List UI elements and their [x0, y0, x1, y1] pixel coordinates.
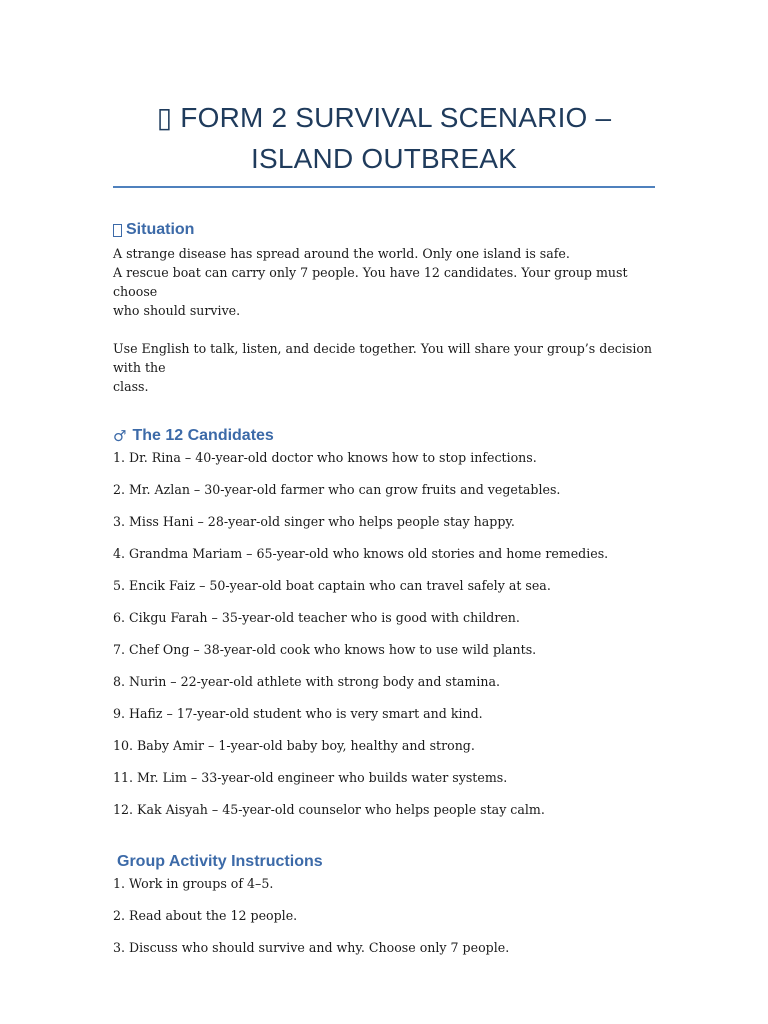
list-item: 4. Grandma Mariam – 65-year-old who knows old stories and home remedies.	[113, 546, 609, 561]
list-item: 8. Nurin – 22-year-old athlete with strong body and stamina.	[113, 674, 501, 689]
activity-list	[113, 874, 655, 970]
situation-line: A rescue boat can carry only 7 people. You have 12 candidates. Your group must choose	[113, 265, 628, 299]
list-item: 5. Encik Faiz – 50-year-old boat captain who can travel safely at sea.	[113, 578, 551, 593]
title-text-1: FORM 2 SURVIVAL SCENARIO –	[180, 102, 612, 133]
candidates-list	[113, 448, 655, 832]
list-item: 3. Discuss who should survive and why. Choose only 7 people.	[113, 940, 510, 955]
situation-text	[113, 244, 655, 396]
list-item: 6. Cikgu Farah – 35-year-old teacher who is good with children.	[113, 610, 520, 625]
list-item: 11. Mr. Lim – 33-year-old engineer who builds water systems.	[113, 770, 508, 785]
situation-line: who should survive.	[113, 303, 241, 318]
list-item: 1. Work in groups of 4–5.	[113, 876, 274, 891]
activity-heading	[113, 852, 655, 872]
list-item: 1. Dr. Rina – 40-year-old doctor who knows how to stop infections.	[113, 450, 537, 465]
missing-glyph-icon	[113, 224, 122, 237]
list-item: 12. Kak Aisyah – 45-year-old counselor who helps people stay calm.	[113, 802, 545, 817]
situation-heading	[113, 220, 655, 240]
list-item: 9. Hafiz – 17-year-old student who is very smart and kind.	[113, 706, 483, 721]
situation-line: A strange disease has spread around the world. Only one island is safe.	[113, 246, 570, 261]
document-page	[113, 0, 655, 970]
list-item: 3. Miss Hani – 28-year-old singer who helps people stay happy.	[113, 514, 515, 529]
list-item: 2. Mr. Azlan – 30-year-old farmer who can grow fruits and vegetables.	[113, 482, 561, 497]
activity-heading-text: Group Activity Instructions	[117, 853, 323, 870]
title-line-2: ISLAND OUTBREAK	[251, 143, 517, 174]
title-line-1	[113, 97, 655, 138]
missing-glyph-icon: ▯	[156, 102, 173, 133]
situation-line: class.	[113, 379, 149, 394]
page-title	[113, 97, 655, 179]
male-symbol-icon: ♂	[113, 427, 127, 445]
list-item: 10. Baby Amir – 1-year-old baby boy, healthy and strong.	[113, 738, 475, 753]
candidates-heading	[113, 426, 655, 446]
list-item: 2. Read about the 12 people.	[113, 908, 298, 923]
title-divider	[113, 186, 655, 188]
list-item: 7. Chef Ong – 38-year-old cook who knows how to use wild plants.	[113, 642, 537, 657]
situation-heading-text: Situation	[126, 221, 195, 238]
candidates-heading-text: The 12 Candidates	[132, 427, 274, 444]
situation-line: Use English to talk, listen, and decide together. You will share your group’s decision with the	[113, 341, 653, 375]
